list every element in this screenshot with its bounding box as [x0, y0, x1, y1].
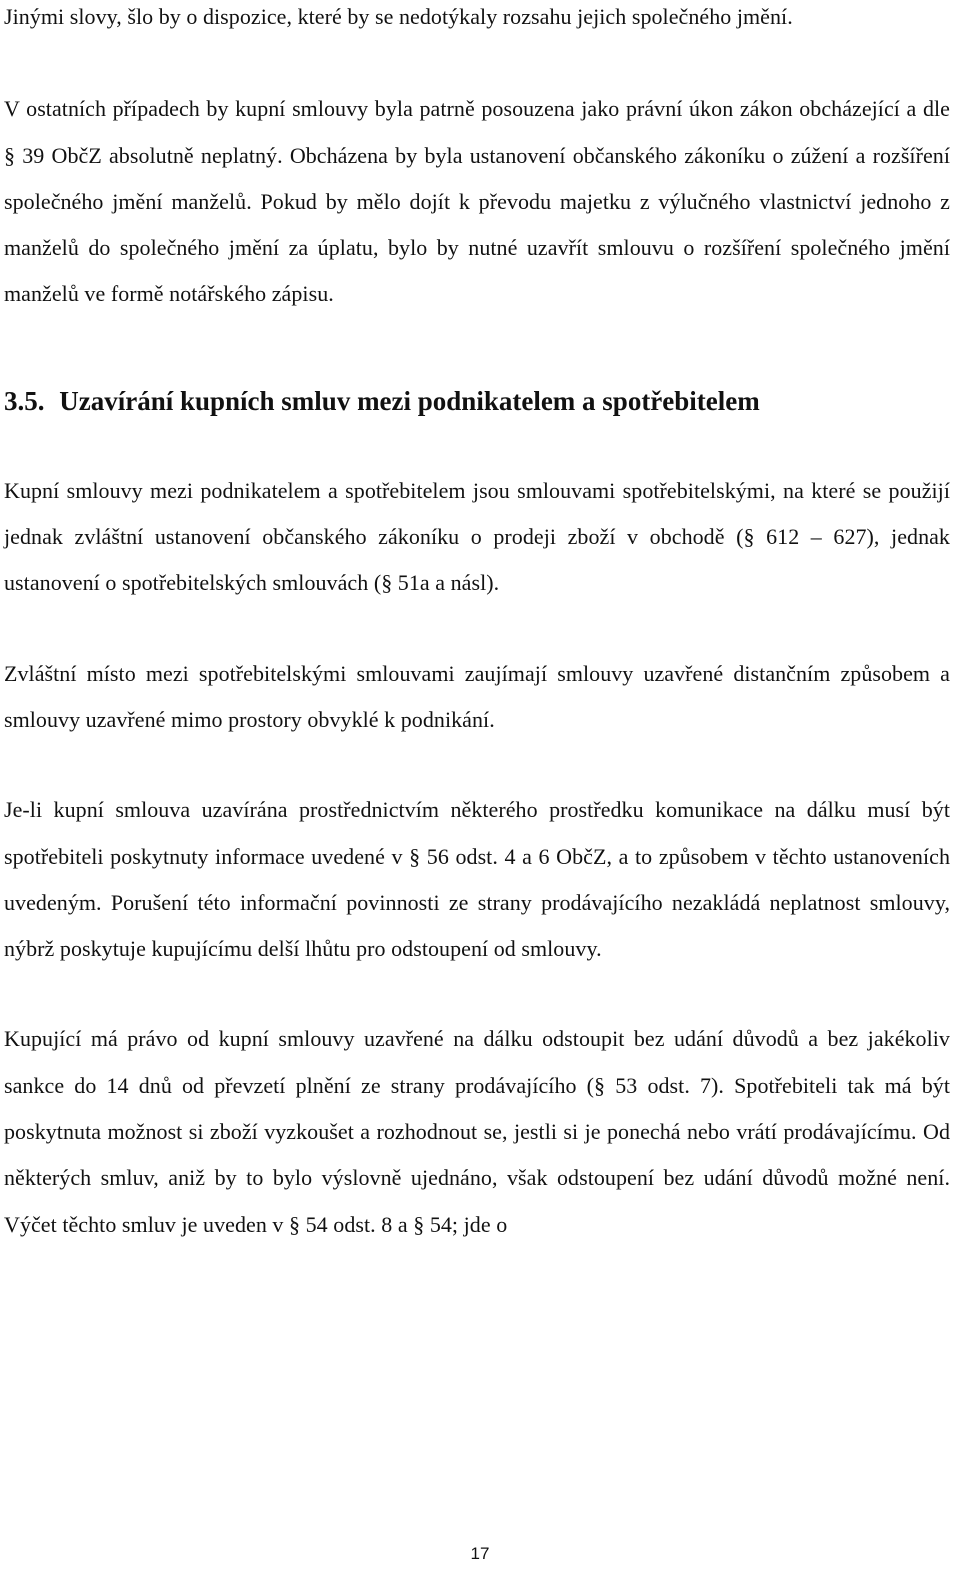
paragraph-invalid-contract: V ostatních případech by kupní smlouvy byla patrně posouzena jako právní úkon zákon obcházející a dle § 39 ObčZ absolutně neplatný. Obcházena by byla ustanovení občanského zákoníku o zúžení a rozšíření společného jmění manželů. Pokud by mělo dojít k převodu majetku z výlučného vlastnictví jednoho z manželů do společného jmění za úplatu, bylo by nutné uzavřít smlouvu o rozšíření společného jmění manželů ve formě notářského zápisu.	[4, 96, 950, 307]
section-number: 3.5.	[4, 385, 45, 416]
paragraph-consumer-contracts: Kupní smlouvy mezi podnikatelem a spotřebitelem jsou smlouvami spotřebitelskými, na které se použijí jednak zvláštní ustanovení občanského zákoníku o prodeji zboží v obchodě (§ 612 – 627), jednak ustanovení o spotřebitelských smlouvách (§ 51a a násl).	[4, 477, 950, 596]
section-heading	[4, 366, 950, 436]
section-title: Uzavírání kupních smluv mezi podnikatelem a spotřebitelem	[59, 385, 760, 416]
page-number: 17	[470, 1544, 490, 1563]
paragraph-remote-communication: Je-li kupní smlouva uzavírána prostřednictvím některého prostředku komunikace na dálku musí být spotřebiteli poskytnuty informace uvedené v § 56 odst. 4 a 6 ObčZ, a to způsobem v těchto ustanoveních uvedeným. Porušení této informační povinnosti ze strany prodávajícího nezakládá neplatnost smlouvy, nýbrž poskytuje kupujícímu delší lhůtu pro odstoupení od smlouvy.	[4, 797, 950, 962]
paragraph-community-property: Jinými slovy, šlo by o dispozice, které by se nedotýkaly rozsahu jejich společného jmění.	[4, 4, 793, 29]
paragraph-distance-contracts: Zvláštní místo mezi spotřebitelskými smlouvami zaujímají smlouvy uzavřené distančním způsobem a smlouvy uzavřené mimo prostory obvyklé k podnikání.	[4, 660, 950, 732]
paragraph-withdrawal-right: Kupující má právo od kupní smlouvy uzavřené na dálku odstoupit bez udání důvodů a bez jakékoliv sankce do 14 dnů od převzetí plnění ze strany prodávajícího (§ 53 odst. 7). Spotřebiteli tak má být poskytnuta možnost si zboží vyzkoušet a rozhodnout se, jestli si je ponechá nebo vrátí prodávajícímu. Od některých smluv, aniž by to bylo výslovně ujednáno, však odstoupení bez udání důvodů možné není. Výčet těchto smluv je uveden v § 54 odst. 8 a § 54; jde o	[4, 1026, 950, 1237]
document-page	[4, 0, 950, 1248]
